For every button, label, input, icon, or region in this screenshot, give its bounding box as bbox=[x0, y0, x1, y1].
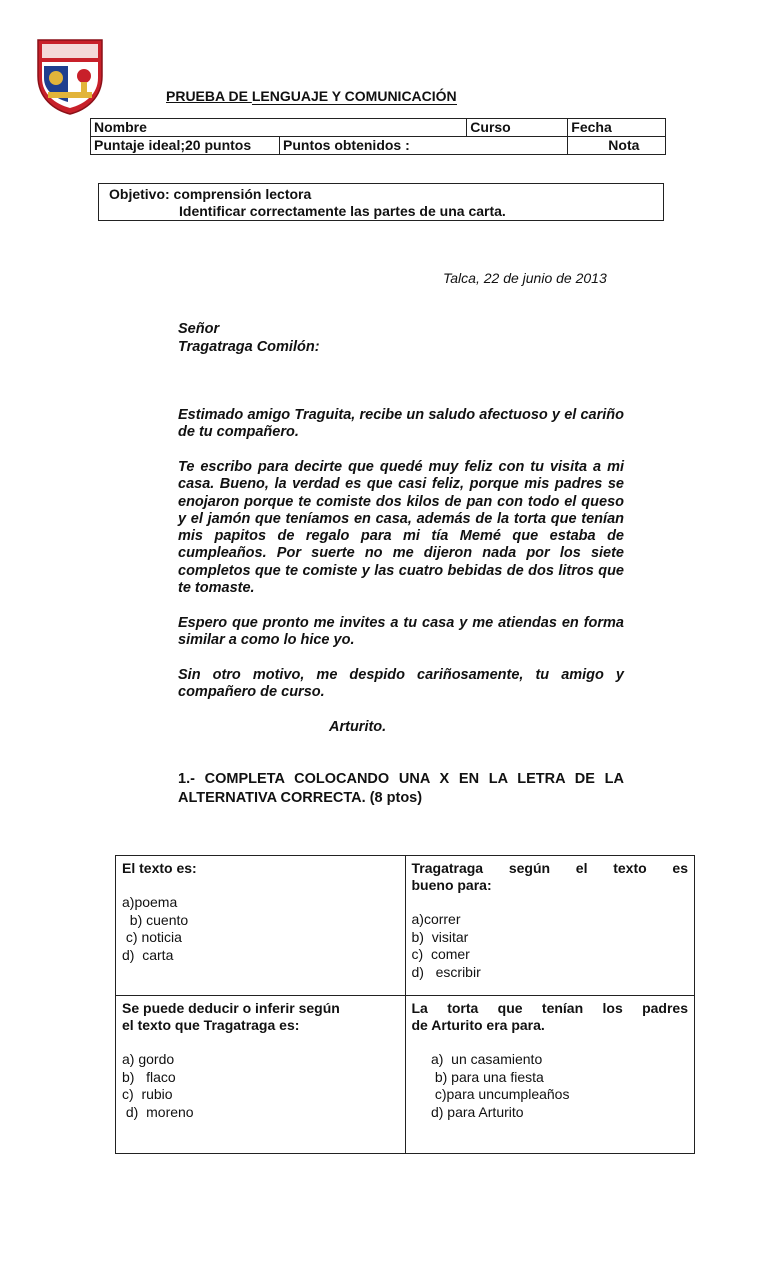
option-1d[interactable]: d) carta bbox=[122, 946, 174, 963]
fecha-field[interactable]: Fecha bbox=[568, 119, 666, 137]
letter-paragraph-2: Te escribo para decirte que quedé muy feliz con tu visita a mi casa. Bueno, la verdad es que casi feliz, porque mis padres se enojaron porque te comiste dos kilos de pan con todo el queso y el jamón que teníamos en casa, además de la torta que tenían mis papitos de regalo para mi tía Memé que estaba de cumpleaños. Por suerte no me dijeron nada por los siete completos que te comiste y las cuatro bebidas de dos litros que te tomaste. bbox=[178, 459, 624, 597]
puntaje-ideal: Puntaje ideal;20 puntos bbox=[91, 137, 280, 155]
letter-paragraph-4: Sin otro motivo, me despido cariñosamente, tu amigo y compañero de curso. bbox=[178, 667, 624, 701]
option-4c[interactable]: c)para uncumpleaños bbox=[411, 1086, 570, 1102]
question-4-text-line1: La torta que tenían los padres bbox=[411, 1000, 688, 1016]
question-cell-3 bbox=[116, 996, 406, 1154]
objective-line: Objetivo: comprensión lectora bbox=[109, 186, 312, 202]
option-1a[interactable]: a)poema bbox=[122, 894, 178, 910]
curso-field[interactable]: Curso bbox=[467, 119, 568, 137]
student-info-table bbox=[90, 118, 666, 155]
option-4d[interactable]: d) para Arturito bbox=[411, 1103, 524, 1120]
option-2b[interactable]: b) visitar bbox=[411, 928, 469, 945]
option-4b[interactable]: b) para una fiesta bbox=[411, 1068, 544, 1085]
option-1b[interactable]: b) cuento bbox=[122, 911, 189, 928]
objective-detail: Identificar correctamente las partes de una carta. bbox=[179, 203, 506, 219]
question-1-text: El texto es: bbox=[122, 860, 197, 876]
question-instruction: 1.- COMPLETA COLOCANDO UNA X EN LA LETRA DE LA ALTERNATIVA CORRECTA. (8 ptos) bbox=[178, 771, 624, 806]
option-1c[interactable]: c) noticia bbox=[122, 929, 182, 945]
option-3b[interactable]: b) flaco bbox=[122, 1068, 176, 1085]
school-crest-logo bbox=[34, 36, 106, 116]
option-3d[interactable]: d) moreno bbox=[122, 1103, 194, 1120]
question-4-text-line2: de Arturito era para. bbox=[411, 1017, 545, 1033]
option-4a[interactable]: a) un casamiento bbox=[411, 1051, 543, 1067]
option-3a[interactable]: a) gordo bbox=[122, 1051, 175, 1067]
nota-field[interactable]: Nota bbox=[568, 137, 666, 155]
questions-table bbox=[115, 855, 695, 1154]
question-2-text-line2: bueno para: bbox=[411, 877, 492, 893]
nombre-field[interactable]: Nombre bbox=[91, 119, 467, 137]
letter-recipient: Tragatraga Comilón: bbox=[178, 339, 320, 355]
question-cell-4 bbox=[405, 996, 695, 1154]
letter-salutation-title: Señor bbox=[178, 321, 220, 337]
option-3c[interactable]: c) rubio bbox=[122, 1086, 173, 1102]
question-2-text-line1: Tragatraga según el texto es bbox=[411, 860, 688, 876]
letter-paragraph-1: Estimado amigo Traguita, recibe un saludo afectuoso y el cariño de tu compañero. bbox=[178, 407, 624, 441]
objective-box bbox=[98, 183, 664, 221]
option-2a[interactable]: a)correr bbox=[411, 911, 461, 927]
option-2d[interactable]: d) escribir bbox=[411, 963, 481, 980]
exam-title: PRUEBA DE LENGUAJE Y COMUNICACIÓN bbox=[166, 88, 457, 104]
question-3-text-line2: el texto que Tragatraga es: bbox=[122, 1017, 300, 1033]
question-3-text-line1: Se puede deducir o inferir según bbox=[122, 1000, 340, 1016]
letter-date: Talca, 22 de junio de 2013 bbox=[443, 270, 607, 286]
question-cell-2 bbox=[405, 856, 695, 996]
question-cell-1 bbox=[116, 856, 406, 996]
letter-paragraph-3: Espero que pronto me invites a tu casa y me atiendas en forma similar a como lo hice yo. bbox=[178, 615, 624, 649]
letter-signature: Arturito. bbox=[329, 719, 387, 735]
option-2c[interactable]: c) comer bbox=[411, 946, 470, 962]
puntos-obtenidos-field[interactable]: Puntos obtenidos : bbox=[280, 137, 568, 155]
